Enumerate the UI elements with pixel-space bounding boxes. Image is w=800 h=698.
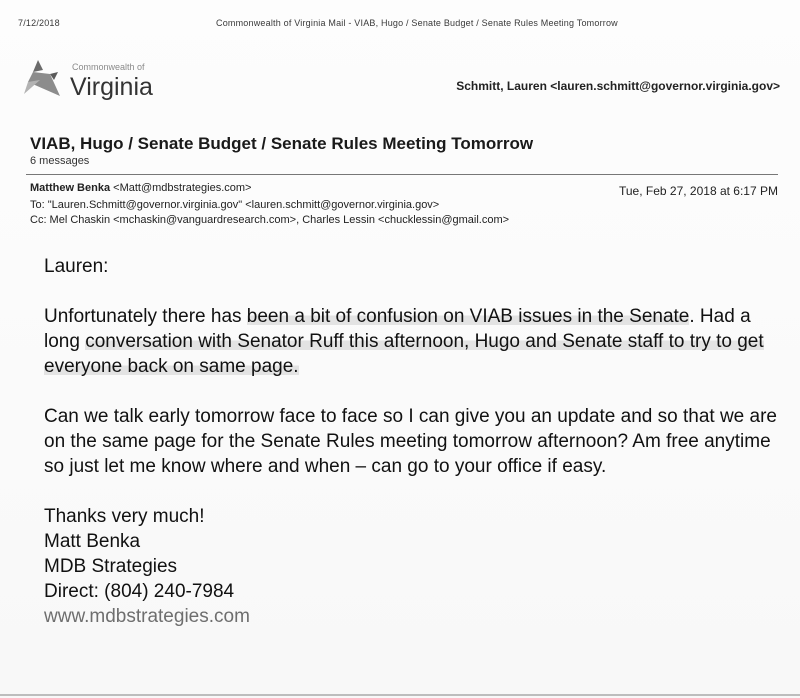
- virginia-logo: [22, 58, 172, 102]
- message-body: [44, 254, 784, 629]
- sender-email: <Matt@mdbstrategies.com>: [113, 182, 252, 194]
- cardinal-bird-icon: [22, 60, 64, 100]
- recipient-line: To: "Lauren.Schmitt@governor.virginia.gov" <lauren.schmitt@governor.virginia.gov>: [30, 199, 440, 211]
- print-date: 7/12/2018: [18, 18, 60, 28]
- logo-small-text: Commonwealth of: [72, 62, 145, 72]
- greeting: Lauren:: [44, 256, 109, 277]
- paragraph-2: Can we talk early tomorrow face to face so I can give you an update and so that we are on the same page for the Senate Rules meeting tomorrow afternoon? Am free anytime so just let me know where and when – can go to your office if easy.: [44, 406, 777, 477]
- paragraph-1: [44, 304, 784, 379]
- signature-phone: Direct: (804) 240-7984: [44, 581, 235, 602]
- signature-website: www.mdbstrategies.com: [44, 606, 250, 627]
- paragraph-1-part-b: . Had a long: [44, 306, 751, 352]
- message-date: Tue, Feb 27, 2018 at 6:17 PM: [619, 184, 778, 198]
- paragraph-1-part-a: Unfortunately there has: [44, 306, 247, 327]
- logo-large-text: Virginia: [70, 73, 153, 101]
- signature-thanks: Thanks very much!: [44, 506, 205, 527]
- highlighted-text-2: conversation with Senator Ruff this afternoon, Hugo and Senate staff to try to get everyone back on same page.: [44, 331, 764, 377]
- signature-name: Matt Benka: [44, 531, 141, 552]
- message-count: 6 messages: [30, 155, 90, 167]
- signature-company: MDB Strategies: [44, 556, 178, 577]
- cc-line: Cc: Mel Chaskin <mchaskin@vanguardresearch.com>, Charles Lessin <chucklessin@gmail.com>: [30, 214, 510, 226]
- account-owner: Schmitt, Lauren <lauren.schmitt@governor.virginia.gov>: [456, 79, 780, 93]
- highlighted-text-1: been a bit of confusion on VIAB issues in the Senate: [246, 306, 690, 327]
- page-bottom-edge: [0, 694, 800, 696]
- sender-line: [30, 182, 251, 194]
- sender-name: Matthew Benka: [30, 182, 111, 194]
- header-divider: [26, 174, 778, 175]
- thread-subject: VIAB, Hugo / Senate Budget / Senate Rules Meeting Tomorrow: [30, 134, 534, 153]
- signature-block: [44, 504, 784, 629]
- print-title: Commonwealth of Virginia Mail - VIAB, Hugo / Senate Budget / Senate Rules Meeting Tomorrow: [216, 18, 618, 28]
